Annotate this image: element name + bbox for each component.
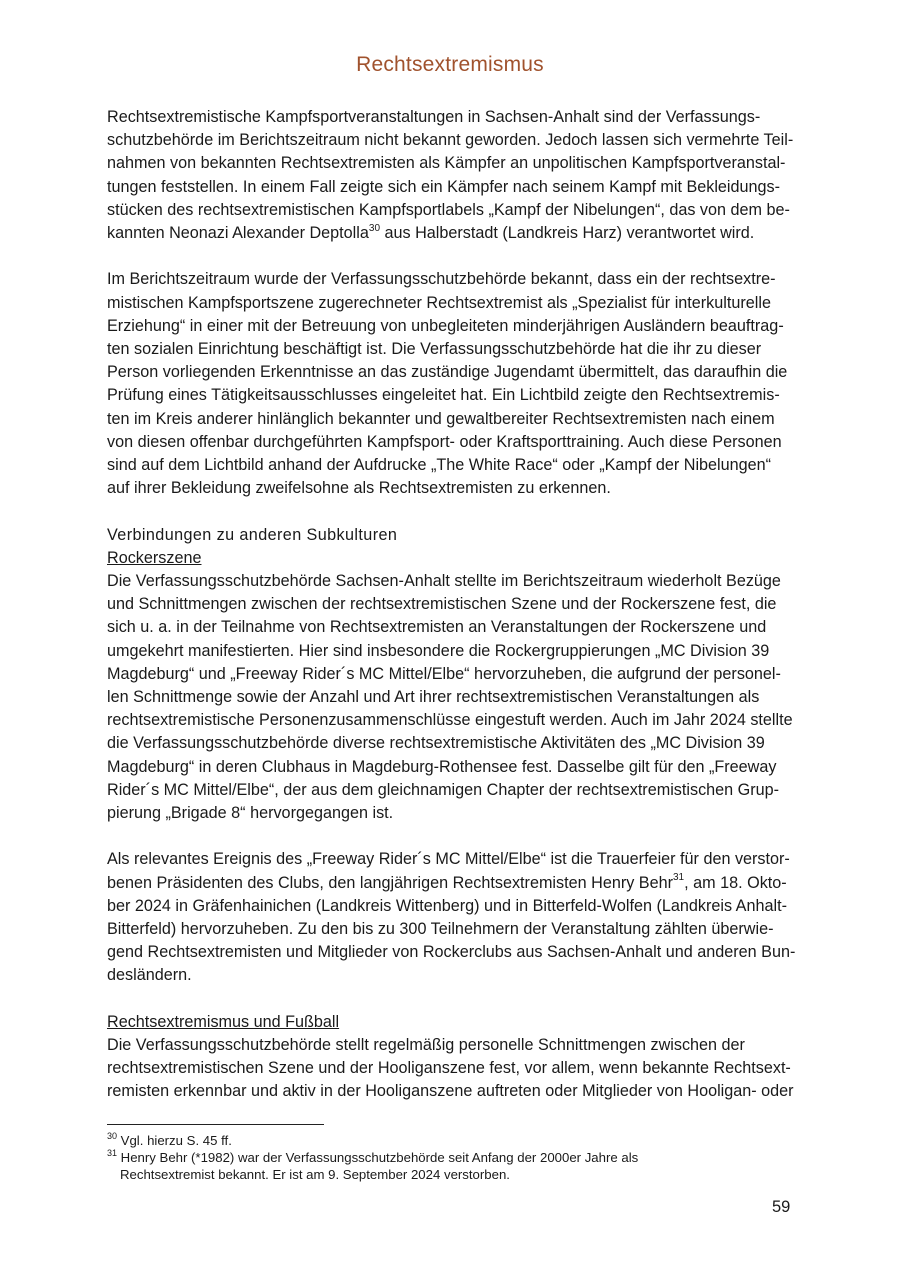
text-line: Prüfung eines Tätigkeitsausschlusses eingeleitet hat. Ein Lichtbild zeigte den Rechtsextremis- — [107, 386, 780, 405]
page-number: 59 — [772, 1198, 791, 1216]
paragraph-gap — [107, 500, 817, 523]
text-line: Magdeburg“ in deren Clubhaus in Magdeburg-Rothensee fest. Dasselbe gilt für den „Freeway — [107, 757, 777, 776]
footnote-text: Henry Behr (*1982) war der Verfassungsschutzbehörde seit Anfang der 2000er Jahre als — [117, 1150, 639, 1165]
text-fragment: , am 18. Okto- — [684, 873, 787, 892]
text-line: len Schnittmenge sowie der Anzahl und Art ihrer rechtsextremistischen Veranstaltungen als — [107, 688, 760, 707]
text-line: und Schnittmengen zwischen der rechtsextremistischen Szene und der Rockerszene fest, die — [107, 595, 777, 614]
text-line: auf ihrer Bekleidung zweifelsohne als Rechtsextremisten zu erkennen. — [107, 479, 611, 498]
text-line — [107, 872, 817, 895]
text-line: Erziehung“ in einer mit der Betreuung von unbegleiteten minderjährigen Ausländern beauftrag- — [107, 316, 784, 335]
paragraph-martial-arts-events — [107, 106, 817, 245]
paragraph-intercultural-education — [107, 268, 817, 500]
section-football — [107, 1011, 817, 1104]
footnote-text: Vgl. hierzu S. 45 ff. — [117, 1133, 232, 1148]
footnotes — [107, 1132, 817, 1183]
text-line: Magdeburg“ und „Freeway Rider´s MC Mittel/Elbe“ hervorzuheben, die aufgrund der personel- — [107, 664, 781, 683]
footnote-reference-31[interactable]: 31 — [673, 872, 685, 884]
text-line: gend Rechtsextremisten und Mitglieder von Rockerclubs aus Sachsen-Anhalt und anderen Bun- — [107, 943, 796, 962]
text-line: pierung „Brigade 8“ hervorgegangen ist. — [107, 804, 394, 823]
text-line — [107, 222, 817, 245]
text-line: Rider´s MC Mittel/Elbe“, der aus dem gleichnamigen Chapter der rechtsextremistischen Grup- — [107, 780, 780, 799]
paragraph-funeral-event — [107, 848, 817, 987]
text-line: ten im Kreis anderer hinlänglich bekannter und gewaltbereiter Rechtsextremisten nach einem — [107, 409, 775, 428]
paragraph-gap — [107, 245, 817, 268]
text-line: von diesen offenbar durchgeführten Kampfsport- oder Kraftsporttraining. Auch diese Personen — [107, 432, 782, 451]
text-line: desländern. — [107, 966, 192, 985]
footnote-31-continuation: Rechtsextremist bekannt. Er ist am 9. September 2024 verstorben. — [120, 1167, 510, 1182]
text-line: ber 2024 in Gräfenhainichen (Landkreis Wittenberg) und in Bitterfeld-Wolfen (Landkreis Anhalt- — [107, 896, 787, 915]
subheading-rockerszene: Rockerszene — [107, 548, 202, 567]
footnote-divider — [107, 1124, 324, 1125]
paragraph-gap — [107, 825, 817, 848]
page-header-title: Rechtsextremismus — [356, 53, 544, 76]
text-line: die Verfassungsschutzbehörde diverse rechtsextremistische Aktivitäten des „MC Division 39 — [107, 734, 765, 753]
section-heading: Verbindungen zu anderen Subkulturen — [107, 525, 398, 544]
text-line: Die Verfassungsschutzbehörde stellt regelmäßig personelle Schnittmengen zwischen der — [107, 1036, 745, 1055]
text-line: Rechtsextremistische Kampfsportveranstaltungen in Sachsen-Anhalt sind der Verfassungs- — [107, 108, 761, 126]
subheading-football: Rechtsextremismus und Fußball — [107, 1012, 340, 1031]
text-line: mistischen Kampfsportszene zugerechneter Rechtsextremist als „Spezialist für interkulturelle — [107, 293, 771, 312]
footnote-31 — [107, 1149, 817, 1166]
text-line: stücken des rechtsextremistischen Kampfsportlabels „Kampf der Nibelungen“, das von dem be- — [107, 200, 790, 219]
body-text — [107, 106, 817, 1104]
text-line: ten sozialen Einrichtung beschäftigt ist. Die Verfassungsschutzbehörde hat die ihr zu dieser — [107, 340, 762, 359]
section-subcultures — [107, 524, 817, 826]
text-line: sich u. a. in der Teilnahme von Rechtsextremisten an Veranstaltungen der Rockerszene und — [107, 618, 767, 637]
text-line: sind auf dem Lichtbild anhand der Aufdrucke „The White Race“ oder „Kampf der Nibelungen“ — [107, 456, 772, 475]
text-line: umgekehrt manifestierten. Hier sind insbesondere die Rockergruppierungen „MC Division 39 — [107, 641, 770, 660]
text-line: rechtsextremistische Personenzusammenschlüsse eingestuft werden. Auch im Jahr 2024 stellte — [107, 711, 793, 730]
text-line: tungen feststellen. In einem Fall zeigte sich ein Kämpfer nach seinem Kampf mit Bekleidungs- — [107, 177, 781, 196]
footnote-reference-30[interactable]: 30 — [368, 222, 381, 234]
footnote-30 — [107, 1132, 817, 1149]
text-fragment: kannten Neonazi Alexander Deptolla — [107, 224, 369, 243]
text-line: Bitterfeld) hervorzuheben. Zu den bis zu 300 Teilnehmern der Veranstaltung zählten überwie- — [107, 920, 774, 939]
text-line: Als relevantes Ereignis des „Freeway Rider´s MC Mittel/Elbe“ ist die Trauerfeier für den verstor- — [107, 850, 790, 869]
text-line: remisten erkennbar und aktiv in der Hooliganszene auftreten oder Mitglieder von Hooligan- oder — [107, 1082, 794, 1101]
text-line: nahmen von bekannten Rechtsextremisten als Kämpfer an unpolitischen Kampfsportveranstal- — [107, 154, 786, 173]
text-line: schutzbehörde im Berichtszeitraum nicht bekannt geworden. Jedoch lassen sich vermehrte Teil- — [107, 131, 794, 150]
text-fragment: aus Halberstadt (Landkreis Harz) verantwortet wird. — [380, 224, 755, 243]
text-line: Im Berichtszeitraum wurde der Verfassungsschutzbehörde bekannt, dass ein der rechtsextre- — [107, 270, 776, 289]
paragraph-gap — [107, 988, 817, 1011]
text-line: Die Verfassungsschutzbehörde Sachsen-Anhalt stellte im Berichtszeitraum wiederholt Bezüge — [107, 572, 781, 591]
footnote-number: 30 — [107, 1130, 118, 1141]
text-fragment: benen Präsidenten des Clubs, den langjährigen Rechtsextremisten Henry Behr — [107, 873, 673, 892]
footnote-number: 31 — [107, 1147, 118, 1158]
text-line: rechtsextremistischen Szene und der Hooliganszene fest, vor allem, wenn bekannte Rechtsext- — [107, 1059, 791, 1078]
text-line: Person vorliegenden Erkenntnisse an das zuständige Jugendamt übermittelt, das daraufhin die — [107, 363, 788, 382]
